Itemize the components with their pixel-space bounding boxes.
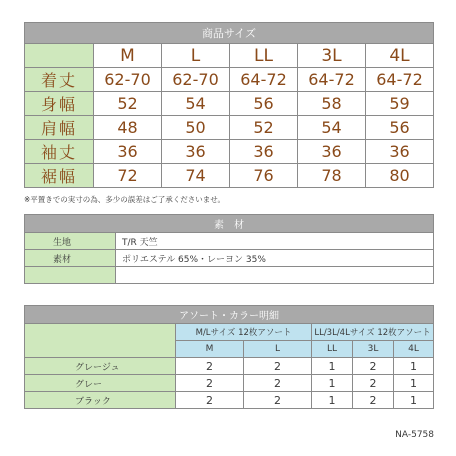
assort-cell: 2 (244, 358, 312, 375)
assort-row (25, 358, 434, 375)
size-header: 3L (298, 44, 366, 68)
material-row-value: ポリエステル 65%・レーヨン 35% (116, 250, 434, 267)
assort-row (25, 375, 434, 392)
assort-group-header: LL/3L/4Lサイズ 12枚アソート (312, 324, 434, 341)
size-cell: 56 (366, 116, 434, 140)
size-cell: 50 (162, 116, 230, 140)
size-row-label: 身幅 (25, 92, 94, 116)
size-table (24, 22, 434, 188)
material-row (25, 250, 434, 267)
assort-size-header: 3L (353, 341, 394, 358)
assort-group-header: M/Lサイズ 12枚アソート (176, 324, 312, 341)
assort-cell: 2 (244, 392, 312, 409)
assort-cell: 2 (176, 358, 244, 375)
size-row-label: 裾幅 (25, 164, 94, 188)
size-cell: 62-70 (94, 68, 162, 92)
material-row (25, 267, 434, 284)
size-header: 4L (366, 44, 434, 68)
size-table-title: 商品サイズ (25, 23, 434, 44)
size-cell: 52 (230, 116, 298, 140)
size-cell: 64-72 (230, 68, 298, 92)
assort-cell: 1 (312, 375, 353, 392)
material-table-title: 素 材 (25, 215, 434, 233)
assort-cell: 2 (353, 358, 394, 375)
size-cell: 78 (298, 164, 366, 188)
size-row-label: 袖丈 (25, 140, 94, 164)
color-label: グレー (25, 375, 176, 392)
size-cell: 36 (366, 140, 434, 164)
size-cell: 58 (298, 92, 366, 116)
size-cell: 74 (162, 164, 230, 188)
assort-cell: 2 (353, 392, 394, 409)
size-cell: 76 (230, 164, 298, 188)
assort-cell: 2 (244, 375, 312, 392)
size-cell: 36 (298, 140, 366, 164)
size-header: L (162, 44, 230, 68)
material-row-label: 生地 (25, 233, 116, 250)
size-row (25, 68, 434, 92)
size-cell: 62-70 (162, 68, 230, 92)
size-header: M (94, 44, 162, 68)
size-row (25, 92, 434, 116)
size-row-label: 着丈 (25, 68, 94, 92)
size-cell: 64-72 (298, 68, 366, 92)
size-cell: 52 (94, 92, 162, 116)
assort-cell: 1 (394, 375, 434, 392)
assort-cell: 1 (394, 392, 434, 409)
material-table (24, 214, 434, 284)
assort-table (24, 305, 434, 409)
material-row-value: T/R 天竺 (116, 233, 434, 250)
material-row-value (116, 267, 434, 284)
size-row-label: 肩幅 (25, 116, 94, 140)
size-row (25, 140, 434, 164)
size-row (25, 116, 434, 140)
size-cell: 54 (162, 92, 230, 116)
assort-size-header: M (176, 341, 244, 358)
assort-header-corner (25, 324, 176, 358)
size-cell: 64-72 (366, 68, 434, 92)
product-code: NA-5758 (395, 430, 434, 440)
assort-size-header: L (244, 341, 312, 358)
size-cell: 80 (366, 164, 434, 188)
assort-size-header: 4L (394, 341, 434, 358)
material-row-label: 素材 (25, 250, 116, 267)
size-cell: 36 (94, 140, 162, 164)
size-header: LL (230, 44, 298, 68)
size-cell: 54 (298, 116, 366, 140)
color-label: グレージュ (25, 358, 176, 375)
material-row (25, 233, 434, 250)
assort-cell: 1 (312, 392, 353, 409)
size-cell: 59 (366, 92, 434, 116)
assort-cell: 2 (176, 375, 244, 392)
size-cell: 56 (230, 92, 298, 116)
assort-cell: 2 (353, 375, 394, 392)
size-header-corner (25, 44, 94, 68)
assort-cell: 2 (176, 392, 244, 409)
size-cell: 36 (230, 140, 298, 164)
assort-row (25, 392, 434, 409)
size-cell: 48 (94, 116, 162, 140)
assort-cell: 1 (312, 358, 353, 375)
assort-size-header: LL (312, 341, 353, 358)
measurement-note: ※平置きでの実寸の為、多少の誤差はご了承くださいませ。 (24, 195, 226, 204)
size-cell: 36 (162, 140, 230, 164)
assort-cell: 1 (394, 358, 434, 375)
color-label: ブラック (25, 392, 176, 409)
material-row-label (25, 267, 116, 284)
assort-table-title: アソート・カラー明細 (25, 306, 434, 324)
size-cell: 72 (94, 164, 162, 188)
size-row (25, 164, 434, 188)
